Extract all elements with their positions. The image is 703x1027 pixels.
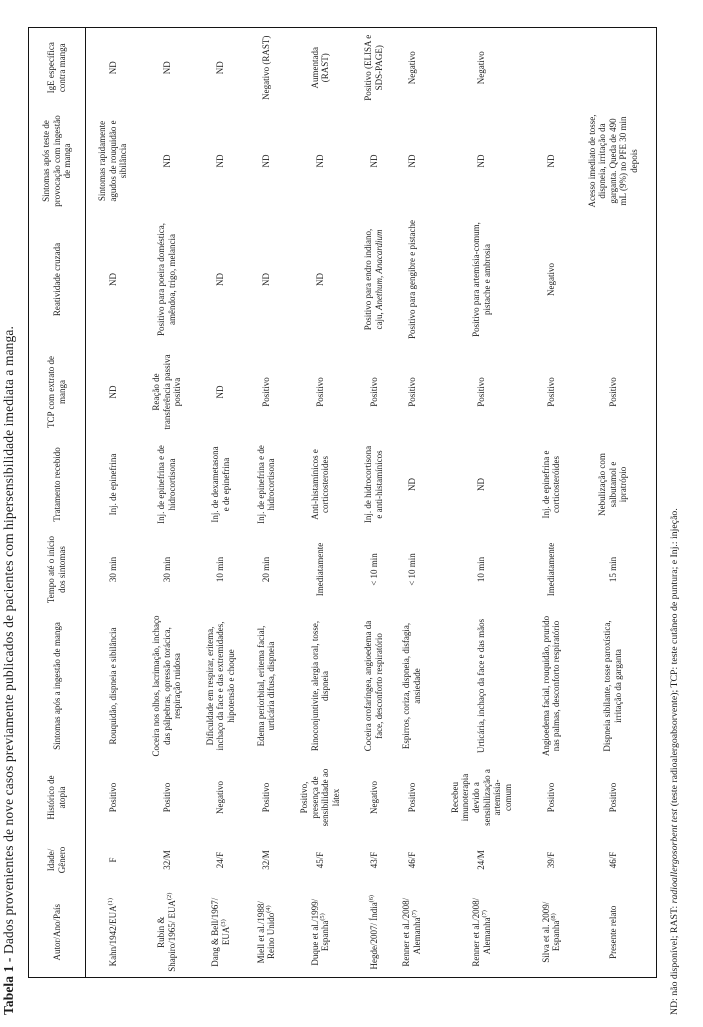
data-cell: Coceira nos olhos, lacrimação, inchaço das pálpebras, opressão torácica, respiração ruidosa bbox=[150, 615, 183, 757]
column-header: IgE específica contra manga bbox=[46, 42, 67, 94]
data-cell: Recebeu imunoterapia devido a sensibilização a artemísia-comum bbox=[449, 769, 513, 826]
data-cell: Inj. de epinefrina e corticosteróides bbox=[540, 450, 562, 519]
data-cell: Inj. de epinefrina e de hidrocortisona bbox=[156, 445, 177, 524]
reference-superscript: (3) bbox=[219, 919, 227, 927]
author-cell: Hegde/2007/ Índia$^{(6)}$ bbox=[367, 894, 379, 970]
data-cell bbox=[570, 28, 656, 108]
data-cell: ND bbox=[215, 61, 226, 75]
column-header: Sintomas após a ingestão de manga bbox=[51, 622, 62, 750]
data-cell: 45/F bbox=[314, 851, 325, 869]
data-cell: ND bbox=[107, 61, 118, 75]
data-cell: ND bbox=[261, 273, 272, 286]
footnote-text: ND: não disponível; RAST: bbox=[669, 903, 680, 1015]
data-cell: ND bbox=[261, 154, 272, 168]
author-cell: Miell et al./1988/ Reino Unido$^{(4)}$ bbox=[255, 901, 277, 964]
data-cell: 30 min bbox=[161, 556, 172, 583]
table-row bbox=[86, 28, 141, 978]
data-cell: Sintomas rapidamente agudos de rouquidão e sibilância bbox=[97, 120, 129, 202]
data-cell: ND bbox=[161, 154, 172, 168]
data-cell: Negativo bbox=[215, 781, 226, 814]
data-cell: 32/M bbox=[161, 850, 172, 870]
data-cell: ND bbox=[215, 154, 226, 168]
author-cell: Kahn/1942/EUA$^{(1)}$ bbox=[106, 898, 118, 967]
data-cell: ND bbox=[368, 154, 379, 168]
data-cell: ND bbox=[215, 273, 226, 286]
case-data-table bbox=[28, 27, 657, 978]
data-cell: 10 min bbox=[215, 556, 226, 583]
data-cell: Positivo bbox=[607, 782, 618, 813]
data-cell bbox=[570, 215, 656, 345]
data-cell: Positivo bbox=[107, 782, 118, 813]
table-row bbox=[532, 28, 570, 978]
author-cell: Duque et al./1999/ Espanha$^{(5)}$ bbox=[309, 898, 331, 966]
data-cell: Positivo para artemísia-comum, pistache e ambrosia bbox=[470, 222, 492, 337]
data-cell: Negativo (RAST) bbox=[261, 35, 272, 100]
data-cell: Negativo bbox=[545, 263, 556, 296]
data-cell: Positivo bbox=[545, 377, 556, 407]
author-cell: Dang & Bell/1967/ EUA$^{(3)}$ bbox=[210, 897, 231, 967]
data-cell: Positivo bbox=[314, 377, 325, 407]
data-cell: Positivo bbox=[368, 377, 379, 407]
table-row bbox=[570, 28, 656, 978]
data-cell: Positivo, presença de sensibilidade ao látex bbox=[299, 768, 341, 827]
data-cell: Inj. de dexametasona e de epinefrina bbox=[210, 446, 231, 523]
reference-superscript: (8) bbox=[550, 913, 558, 921]
table-footnote bbox=[669, 508, 680, 1015]
table-row bbox=[140, 28, 194, 978]
data-cell: Positivo bbox=[476, 377, 487, 407]
data-cell: ND bbox=[107, 273, 118, 286]
reference-superscript: (4) bbox=[265, 905, 273, 913]
table-title-label: Tabela 1 - bbox=[1, 957, 16, 1015]
column-header: Autor/Ano/País bbox=[51, 904, 62, 961]
data-cell: Angioedema facial, rouquidão, prurido nas palmas, desconforto respiratório bbox=[540, 615, 562, 757]
data-cell: Anti-histamínicos e corticosteroides bbox=[309, 449, 331, 520]
table-title-text: Dados provenientes de nove casos previamente publicados de pacientes com hipersensibilidade imediata a manga. bbox=[1, 326, 16, 958]
data-cell: 24/F bbox=[215, 851, 226, 869]
data-cell: < 10 min bbox=[368, 553, 379, 586]
column-header: Tratamento recebido bbox=[51, 447, 62, 522]
reference-superscript: (5) bbox=[319, 913, 327, 921]
data-cell: Nebulização com salbutamol e ipratrópio bbox=[597, 453, 629, 516]
author-cell: Silva et al. 2009/ Espanha$^{(8)}$ bbox=[540, 901, 562, 963]
data-cell: ND bbox=[314, 154, 325, 168]
column-header: Tempo até o início dos sintomas bbox=[46, 535, 67, 604]
data-cell: Positivo para gengibre e pistache bbox=[406, 220, 417, 339]
data-cell: Positivo bbox=[406, 782, 417, 813]
data-cell: Positivo bbox=[261, 377, 272, 407]
data-cell: 10 min bbox=[476, 556, 487, 583]
reference-superscript: (6) bbox=[367, 894, 375, 903]
reference-superscript: (2) bbox=[165, 892, 173, 901]
author-cell: Renner et al./2008/ Alemanha$^{(7)}$ bbox=[470, 897, 492, 967]
table-row bbox=[285, 28, 355, 978]
column-header: Histórico de atopia bbox=[46, 775, 67, 820]
data-cell: 43/F bbox=[368, 851, 379, 869]
reference-superscript: (7) bbox=[410, 910, 418, 918]
data-cell: Rinoconjuntivite, alergia oral, tosse, dispneia bbox=[309, 620, 331, 752]
data-cell: Urticária, inchaço da face e das mãos bbox=[476, 618, 487, 754]
data-cell: 30 min bbox=[107, 556, 118, 583]
data-cell: ND bbox=[161, 61, 172, 75]
data-cell: 46/F bbox=[406, 851, 417, 869]
data-cell: Positivo bbox=[607, 377, 618, 407]
data-cell: 46/F bbox=[607, 851, 618, 869]
table-body bbox=[86, 28, 657, 978]
data-cell: Positivo para endro indiano, caju, Anethum, Anacardium bbox=[363, 228, 384, 331]
reference-superscript: (7) bbox=[480, 910, 488, 918]
data-cell: Acesso imediato de tosse, dispneia, irritação da garganta. Queda de 490 mL (9%) no PFE 30 min depois bbox=[586, 114, 639, 208]
data-cell: Espirros, coriza, dispneia, disfagia, ansiedade bbox=[401, 622, 422, 750]
footnote-text: (teste radioalergoabsorvente); TCP: teste cutâneo de puntura; e Inj.: injeção. bbox=[669, 508, 680, 809]
data-cell: Aumentada (RAST) bbox=[309, 47, 331, 89]
table-row bbox=[431, 28, 533, 978]
data-cell: Coceira orofaríngea, angioedema da face, desconforto respiratório bbox=[363, 620, 384, 752]
data-cell: Positivo bbox=[545, 782, 556, 813]
data-cell: Positivo bbox=[261, 782, 272, 813]
data-cell: Dificuldade em respirar, eritema, inchaço da face e das extremidades, hipotensão e choque bbox=[204, 621, 236, 751]
data-cell: Inj. de epinefrina bbox=[107, 453, 118, 516]
data-cell: 39/F bbox=[545, 851, 556, 869]
latin-genus-italic: Anethum, Anacardium bbox=[373, 229, 384, 310]
author-cell: Rubin & Shapiro/1965/ EUA$^{(2)}$ bbox=[156, 892, 177, 972]
data-cell: Positivo bbox=[406, 377, 417, 407]
data-cell: Imediatamente bbox=[314, 542, 325, 597]
data-cell: ND bbox=[406, 478, 417, 491]
data-cell bbox=[532, 28, 570, 108]
data-cell: Rouquidão, dispneia e sibilância bbox=[107, 627, 118, 745]
data-cell: Inj. de epinefrina e de hidrocortisona bbox=[255, 445, 277, 524]
data-cell: Reação de transferência passiva positiva bbox=[150, 354, 183, 430]
reference-superscript: (1) bbox=[106, 898, 114, 906]
data-cell: ND bbox=[406, 154, 417, 168]
data-cell: Inj. de hidrocortisona e anti-histamínicos bbox=[363, 445, 384, 524]
data-cell: 15 min bbox=[607, 556, 618, 583]
data-cell: ND bbox=[545, 154, 556, 168]
data-cell: < 10 min bbox=[406, 553, 417, 586]
data-cell: Positivo (ELISA e SDS-PAGE) bbox=[363, 34, 384, 101]
data-cell: ND bbox=[107, 385, 118, 399]
author-cell: Renner et al./2008/ Alemanha$^{(7)}$ bbox=[401, 897, 422, 967]
column-header: TCP com extrato de manga bbox=[46, 356, 67, 428]
table-row bbox=[355, 28, 393, 978]
data-cell: ND bbox=[476, 478, 487, 491]
data-cell: F bbox=[107, 857, 118, 863]
table-title bbox=[1, 8, 17, 1015]
data-cell: ND bbox=[215, 385, 226, 399]
data-cell: 20 min bbox=[261, 556, 272, 583]
data-cell: Imediatamente bbox=[545, 542, 556, 597]
column-header: Idade/ Gênero bbox=[46, 846, 67, 874]
data-cell: ND bbox=[314, 273, 325, 286]
footnote-italic-term: radioallergosorbent test bbox=[669, 808, 680, 904]
data-cell: Edema periorbital, eritema facial, urticária difusa, dispneia bbox=[255, 625, 277, 747]
data-cell: Positivo para poeira doméstica, amêndoa, trigo, melancia bbox=[156, 223, 177, 336]
data-cell: ND bbox=[476, 154, 487, 168]
data-cell: 24/M bbox=[476, 850, 487, 870]
data-cell: Positivo bbox=[161, 782, 172, 813]
column-header: Sintomas após teste de provocação com ingestão de manga bbox=[41, 115, 73, 207]
table-row bbox=[194, 28, 248, 978]
author-cell: Presente relato bbox=[607, 905, 618, 959]
data-cell: 32/M bbox=[261, 850, 272, 870]
table-row bbox=[248, 28, 286, 978]
table-row bbox=[393, 28, 431, 978]
data-cell: Negativo bbox=[406, 51, 417, 85]
column-header: Reatividade cruzada bbox=[51, 242, 62, 317]
data-cell: Negativo bbox=[368, 781, 379, 814]
header-row bbox=[29, 28, 86, 978]
data-cell: Negativo bbox=[476, 51, 487, 85]
data-cell: Dispneia sibilante, tosse paroxística, irritação da garganta bbox=[602, 620, 624, 752]
